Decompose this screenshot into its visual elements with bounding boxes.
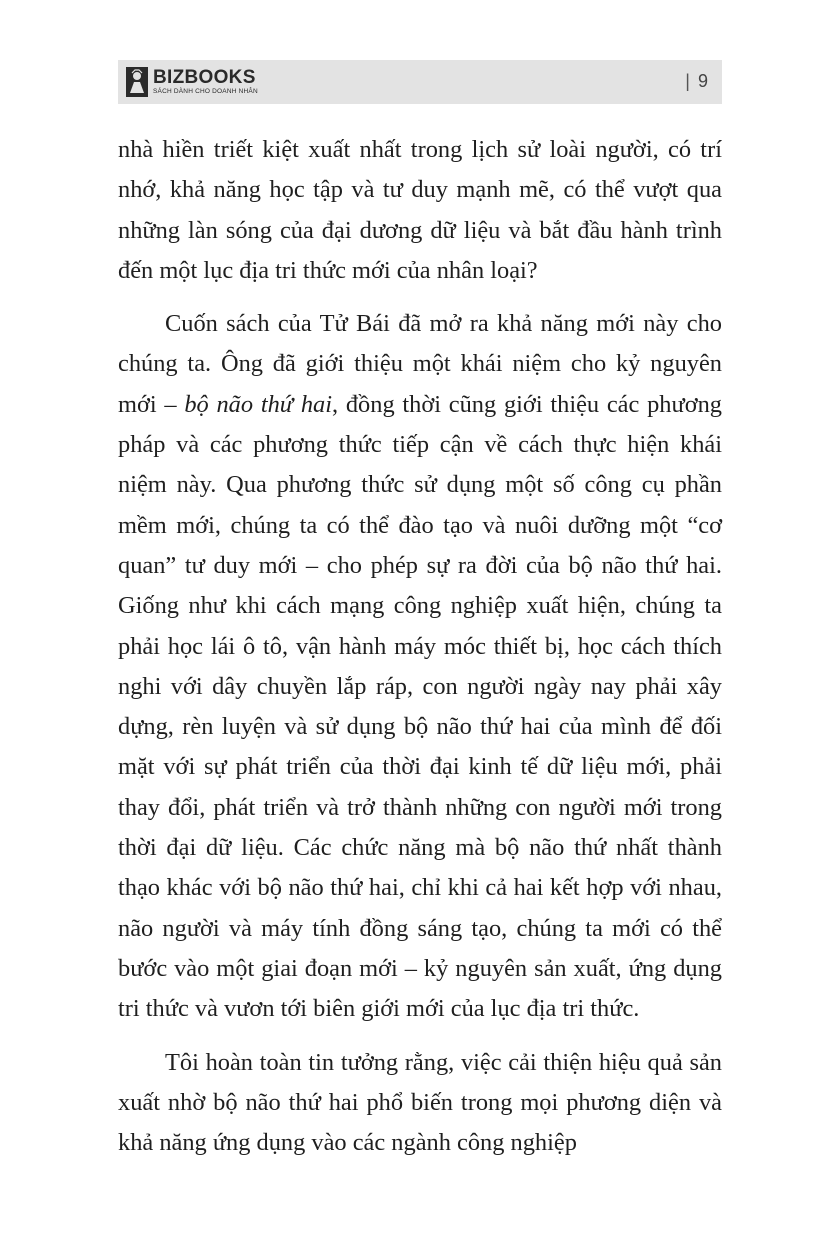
publisher-logo [126,66,258,98]
paragraph-text: Cuốn sách của Tử Bái đã mở ra khả năng mới này cho chúng ta. Ông đã giới thiệu một khái niệm cho kỷ nguyên mới – [118,310,722,418]
page-number-separator: | [685,71,690,91]
paragraph: Tôi hoàn toàn tin tưởng rằng, việc cải thiện hiệu quả sản xuất nhờ bộ não thứ hai phổ biến trong mọi phương diện và khả năng ứng dụng vào các ngành công nghiệp [118,1048,722,1157]
paragraph [118,304,722,1029]
page-number [685,71,708,92]
brand-tagline: SÁCH DÀNH CHO DOANH NHÂN [153,88,258,96]
logo-emblem-icon [126,67,148,97]
body-text [118,130,722,1163]
brand-name: BIZBOOKS [153,67,256,89]
emphasized-term: bộ não thứ hai [184,390,333,418]
paragraph-text: , đồng thời cũng giới thiệu các phương pháp và các phương thức tiếp cận về cách thực hiện khái niệm này. Qua phương thức sử dụng một số công cụ phần mềm mới, chúng ta có thể đào tạo và nuôi dưỡng một “cơ quan” tư duy mới – cho phép sự ra đời của bộ não thứ hai. Giống như khi cách mạng công nghiệp xuất hiện, chúng ta phải học lái ô tô, vận hành máy móc thiết bị, học cách thích nghi với dây chuyền lắp ráp, con người ngày nay phải xây dựng, rèn luyện và sử dụng bộ não thứ hai của mình để đối mặt với sự phát triển của thời đại kinh tế dữ liệu mới, phải thay đổi, phát triển và trở thành những con người mới trong thời đại dữ liệu. Các chức năng mà bộ não thứ nhất thành thạo khác với bộ não thứ hai, chỉ khi cả hai kết hợp với nhau, não người và máy tính đồng sáng tạo, chúng ta mới có thể bước vào một giai đoạn mới – kỷ nguyên sản xuất, ứng dụng tri thức và vươn tới biên giới mới của lục địa tri thức. [118,390,722,1023]
page-number-value: 9 [697,71,708,91]
running-header [118,60,722,104]
paragraph: nhà hiền triết kiệt xuất nhất trong lịch sử loài người, có trí nhớ, khả năng học tập và tư duy mạnh mẽ, có thể vượt qua những làn sóng của đại dương dữ liệu và bắt đầu hành trình đến một lục địa tri thức mới của nhân loại? [118,136,722,284]
